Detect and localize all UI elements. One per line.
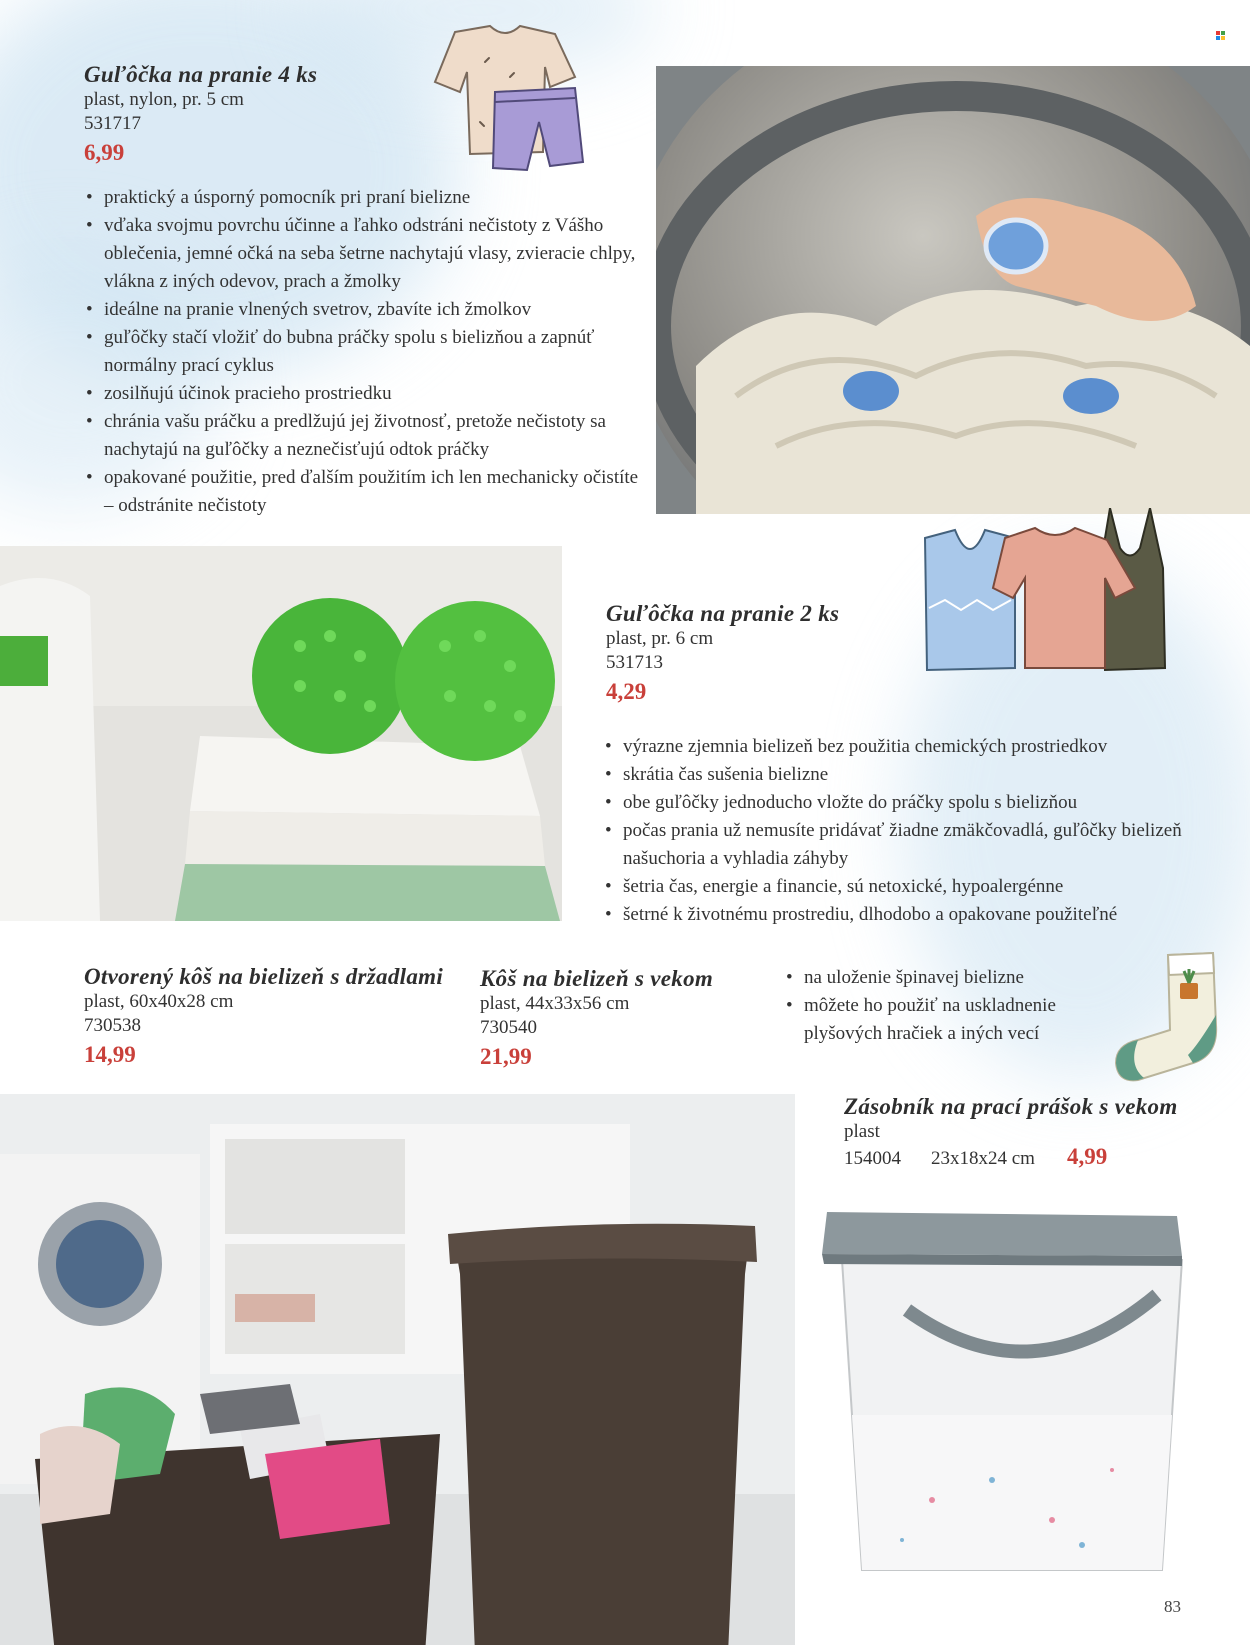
sock-illustration [1108,945,1233,1085]
product-5 [844,1094,1244,1171]
feature-item: • šetria čas, energie a financie, sú netoxické, hypoalergénne [603,873,1213,901]
product-price: 6,99 [84,140,125,165]
product-title: Guľôčka na pranie 2 ks [606,601,840,626]
feature-item: • opakované použitie, pred ďalším použitím ich len mechanicky očistíte – odstránite nečistoty [84,464,644,520]
product-4 [480,966,760,1070]
page-number: 83 [1164,1597,1181,1616]
feature-item: • praktický a úsporný pomocník pri praní bielizne [84,184,644,212]
feature-item: • obe guľôčky jednoducho vložte do práčky spolu s bielizňou [603,789,1213,817]
baskets-illustration [0,1094,795,1645]
feature-item: • vďaka svojmu povrchu účinne a ľahko odstráni nečistoty z Vášho oblečenia, jemné očká na seba šetrne nachytajú vlasy, zvieracie chlpy, vlákna z iných odevov, prach a žmolky [84,212,644,296]
product-price: 14,99 [84,1042,136,1067]
feature-item: • výrazne zjemnia bielizeň bez použitia chemických prostriedkov [603,733,1213,761]
feature-item: • skrátia čas sušenia bielizne [603,761,1213,789]
feature-item: • guľôčky stačí vložiť do bubna práčky spolu s bielizňou a zapnúť normálny prací cyklus [84,324,644,380]
product-2 [606,601,1026,705]
product-spec: plast, 60x40x28 cm [84,991,234,1012]
product-2-features [603,733,1213,929]
container-illustration [812,1200,1192,1580]
feature-item: • ideálne na pranie vlnených svetrov, zbavíte ich žmolkov [84,296,644,324]
product-code: 531713 [606,652,663,673]
tall-basket-shape [455,1234,750,1645]
product-price: 4,99 [1066,1144,1108,1169]
feature-item: • chránia vašu práčku a predlžujú jej životnosť, pretože nečistoty sa nachytajú na guľôčky a neznečisťujú odtok práčky [84,408,644,464]
product-3 [84,964,474,1068]
product-code: 730538 [84,1015,141,1036]
feature-item: • zosilňujú účinok pracieho prostriedku [84,380,644,408]
corner-logo [1216,31,1225,40]
product-price: 21,99 [480,1044,532,1069]
product-spec: plast, 44x33x56 cm [480,993,630,1014]
feature-item: • na uloženie špinavej bielizne [784,964,1114,992]
product-title: Zásobník na prací prášok s vekom [844,1094,1178,1119]
product-code: 531717 [84,113,141,134]
dryer-balls-photo [0,546,562,921]
product-1-features [84,184,644,520]
product-code: 730540 [480,1017,537,1038]
drum-illustration [656,66,1250,514]
product-price: 4,29 [606,679,647,704]
product-spec: plast, pr. 6 cm [606,628,714,649]
laundry-baskets-photo [0,1094,795,1645]
feature-item: • môžete ho použiť na uskladnenie plyšových hračiek a iných vecí [784,992,1114,1048]
product-code: 154004 [844,1148,901,1169]
feature-item: • šetrné k životnému prostrediu, dlhodobo a opakovane použiteľné [603,901,1213,929]
product-title: Guľôčka na pranie 4 ks [84,62,318,87]
feature-item: • počas prania už nemusíte pridávať žiadne zmäkčovadlá, guľôčky bielizeň našuchoria a vyhladia záhyby [603,817,1213,873]
clothes-illustration [415,22,615,182]
basket-features [784,964,1114,1048]
dryer-balls-illustration [0,546,562,921]
washing-drum-photo [656,66,1250,514]
product-title: Kôš na bielizeň s vekom [480,966,714,991]
product-title: Otvorený kôš na bielizeň s držadlami [84,964,444,989]
detergent-container-photo [812,1200,1192,1580]
product-spec: plast [844,1121,880,1142]
product-spec: plast, nylon, pr. 5 cm [84,89,244,110]
product-dims: 23x18x24 cm [931,1148,1035,1169]
